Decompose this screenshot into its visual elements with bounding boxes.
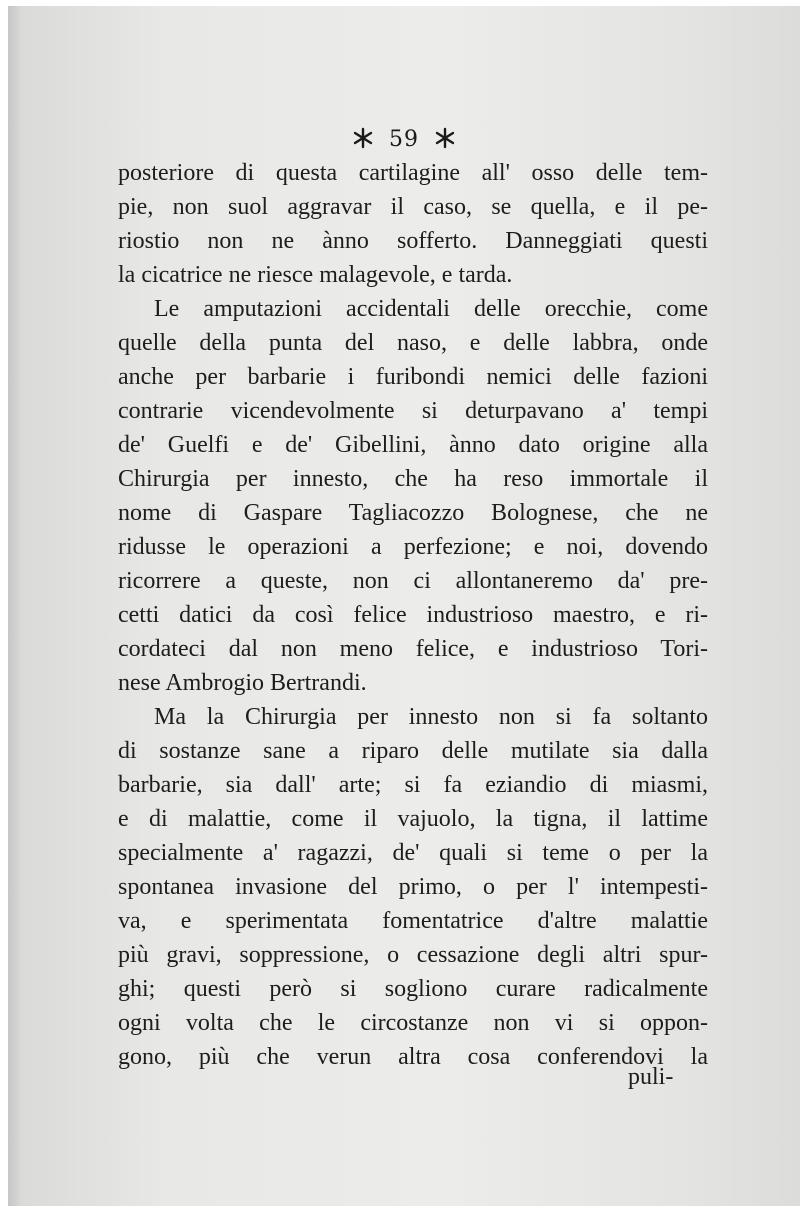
text-line: ridusse le operazioni a perfezione; e noi, dovendo <box>118 534 708 560</box>
paragraph-start-line: Ma la Chirurgia per innesto non si fa soltanto <box>154 704 708 730</box>
text-line: gono, più che verun altra cosa conferendovi la <box>118 1044 708 1070</box>
text-line: pie, non suol aggravar il caso, se quella, e il pe- <box>118 194 708 220</box>
text-line: nese Ambrogio Bertrandi. <box>118 670 367 696</box>
body-text <box>118 156 708 1074</box>
text-line: più gravi, soppressione, o cessazione degli altri spur- <box>118 942 708 968</box>
text-line: nome di Gaspare Tagliacozzo Bolognese, che ne <box>118 500 708 526</box>
text-line: cetti datici da così felice industrioso maestro, e ri- <box>118 602 708 628</box>
asterisk-ornament-icon <box>352 127 374 149</box>
text-line: e di malattie, come il vajuolo, la tigna, il lattime <box>118 806 708 832</box>
text-line: contrarie vicendevolmente si deturpavano a' tempi <box>118 398 708 424</box>
text-line: la cicatrice ne riesce malagevole, e tarda. <box>118 262 513 288</box>
text-line: quelle della punta del naso, e delle labbra, onde <box>118 330 708 356</box>
text-line: posteriore di questa cartilagine all' osso delle tem- <box>118 160 708 186</box>
paragraph-start-line: Le amputazioni accidentali delle orecchie, come <box>154 296 708 322</box>
text-line: di sostanze sane a riparo delle mutilate sia dalla <box>118 738 708 764</box>
text-line: ricorrere a queste, non ci allontaneremo da' pre- <box>118 568 708 594</box>
text-line: de' Guelfi e de' Gibellini, ànno dato origine alla <box>118 432 708 458</box>
scanned-page <box>8 6 800 1206</box>
text-line: ghi; questi però si sogliono curare radicalmente <box>118 976 708 1002</box>
catchword: puli- <box>628 1064 674 1090</box>
text-line: barbarie, sia dall' arte; si fa eziandio di miasmi, <box>118 772 708 798</box>
text-line: specialmente a' ragazzi, de' quali si teme o per la <box>118 840 708 866</box>
page-number: 59 <box>389 127 419 152</box>
text-line: riostio non ne ànno sofferto. Danneggiati questi <box>118 228 708 254</box>
text-line: anche per barbarie i furibondi nemici delle fazioni <box>118 364 708 390</box>
text-line: ogni volta che le circostanze non vi si oppon- <box>118 1010 708 1036</box>
page-header <box>8 124 800 152</box>
text-line: Chirurgia per innesto, che ha reso immortale il <box>118 466 708 492</box>
text-line: cordateci dal non meno felice, e industrioso Tori- <box>118 636 708 662</box>
text-line: va, e sperimentata fomentatrice d'altre malattie <box>118 908 708 934</box>
text-line: spontanea invasione del primo, o per l' intempesti- <box>118 874 708 900</box>
asterisk-ornament-icon <box>434 127 456 149</box>
